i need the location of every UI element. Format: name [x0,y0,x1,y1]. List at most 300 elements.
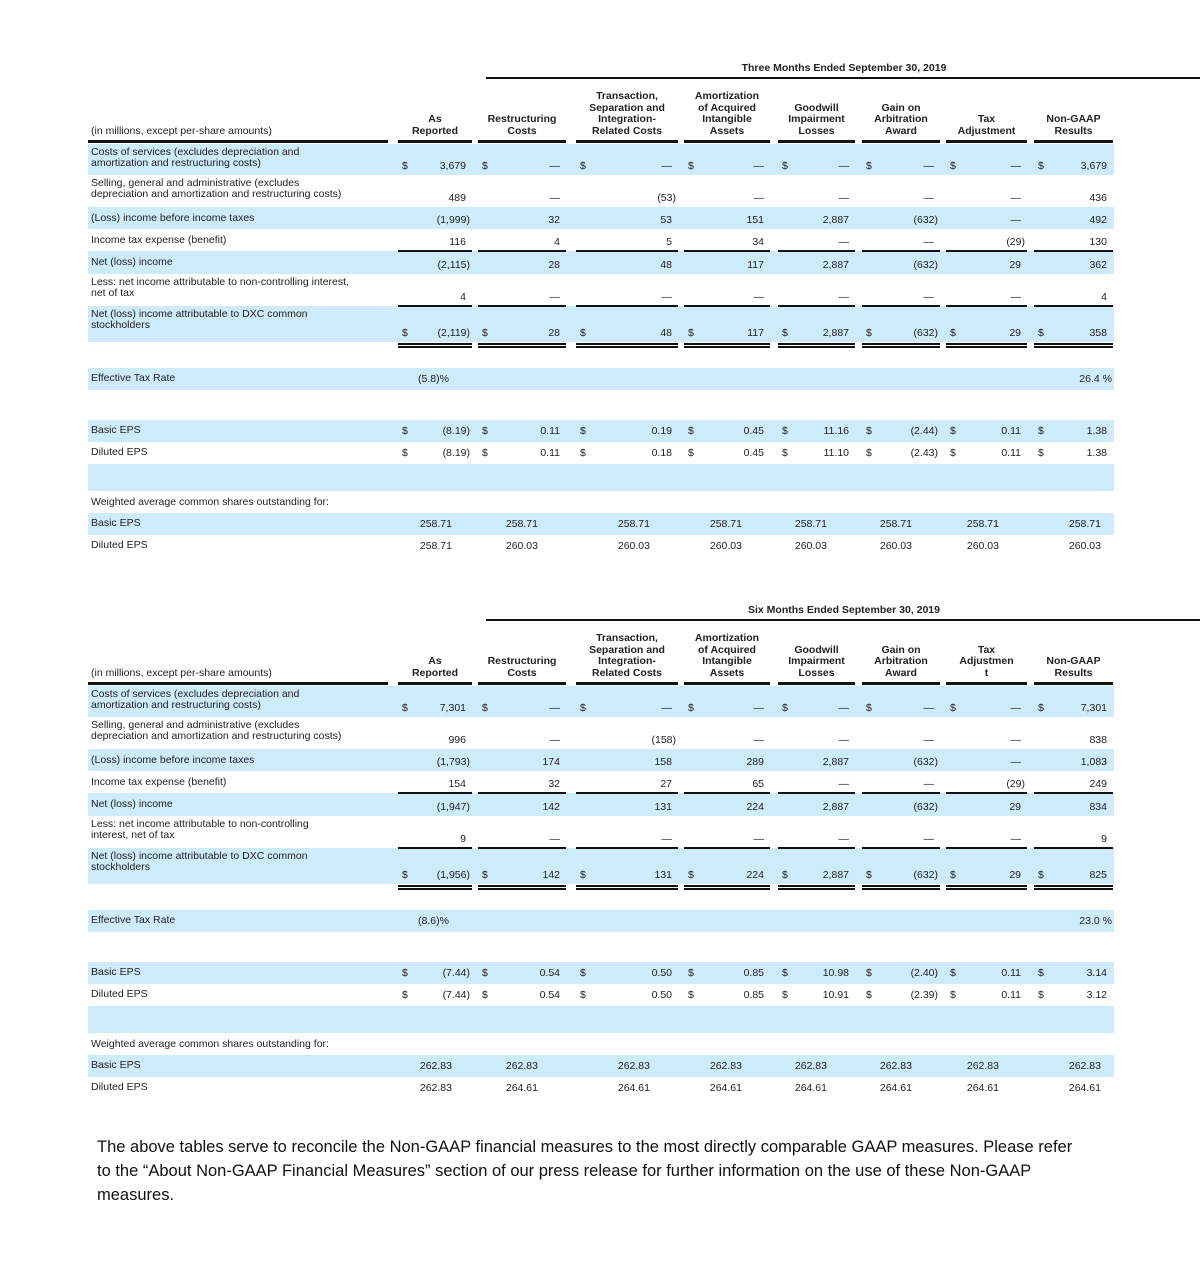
cell-value: 4 [554,236,560,248]
cell-value: (2.43) [910,447,938,459]
table-row [88,749,1114,771]
cell-value: — [838,236,849,248]
period-rule [486,619,1200,621]
cell-value: 262.83 [505,1060,538,1072]
column-header-line: Restructuring [487,113,557,125]
table-row [88,793,1114,816]
table-row [88,717,1114,749]
column-header-line: Non-GAAP [1046,113,1101,125]
cell-value: 154 [448,778,466,790]
header-rule [946,140,1027,143]
column-header [946,114,1027,137]
column-header-line: Assets [709,124,745,137]
row-label [91,309,308,331]
currency-symbol: $ [1038,327,1044,339]
column-header-line: of Acquired [698,643,756,656]
cell-value: 32 [548,214,560,226]
currency-symbol: $ [688,967,694,979]
cell-value: 260.03 [879,540,912,552]
cell-value: (1,793) [436,756,470,768]
currency-symbol: $ [688,160,694,172]
cell-value: — [661,833,672,845]
table-row [88,686,1114,717]
row-label [91,777,226,788]
row-label: Diluted EPS [91,1081,148,1093]
cell-value: 0.85 [743,989,764,1001]
row-label [91,178,341,200]
total-double-rule [1034,885,1113,890]
cell-value: 0.50 [651,989,672,1001]
cell-value: 264.61 [1068,1082,1101,1094]
currency-symbol: $ [950,702,956,714]
cell-value: 262.83 [1068,1060,1101,1072]
header-rule [398,140,472,143]
row-label-line: Costs of services (excludes depreciation and [91,146,300,158]
row-label-line: Costs of services (excludes depreciation and [91,688,300,700]
cell-value: — [661,702,672,714]
row-label-line: depreciation and amortization and restructuring costs) [91,188,342,200]
currency-symbol: $ [482,425,488,437]
currency-symbol: $ [580,869,586,881]
column-header-line: Restructuring [487,655,557,667]
column-header-line: Award [885,666,917,679]
row-label: Effective Tax Rate [91,914,176,926]
row-label: Diluted EPS [91,539,148,551]
cell-value: 825 [1089,869,1107,881]
column-header-line: Arbitration [874,113,928,125]
column-header-line: Impairment [788,655,845,667]
total-double-rule [576,885,678,890]
column-header [478,114,566,137]
cell-value: 1.38 [1086,447,1107,459]
cell-value: — [1010,192,1021,204]
currency-symbol: $ [482,327,488,339]
cell-value: 264.61 [505,1082,538,1094]
row-label-line: Net (loss) income attributable to DXC common [91,850,308,862]
subtotal-rule [576,305,678,307]
cell-value: — [838,291,849,303]
row-label: Diluted EPS [91,988,148,1000]
header-rule [778,682,855,685]
column-header-line: Assets [709,666,745,679]
cell-value: 224 [746,801,764,813]
row-label-line: Net (loss) income attributable to DXC common [91,308,308,320]
subtotal-rule [1034,250,1113,252]
cell-value: 0.11 [1001,447,1021,459]
cell-value: — [549,160,560,172]
header-rule [862,140,940,143]
column-header-line: Tax [977,113,996,125]
cell-value: 0.50 [651,967,672,979]
cell-value: (8.19) [442,425,470,437]
table-row [88,251,1114,274]
row-label: Effective Tax Rate [91,372,176,384]
cell-value: — [661,160,672,172]
currency-symbol: $ [688,447,694,459]
row-label-line: stockholders [91,861,150,873]
total-double-rule [684,343,770,348]
cell-value: 260.03 [794,540,827,552]
column-header [778,645,855,680]
currency-symbol: $ [950,967,956,979]
cell-value: 28 [548,259,560,271]
currency-symbol: $ [950,447,956,459]
cell-value: (8.19) [442,447,470,459]
cell-value: (1,999) [436,214,470,226]
column-header [478,656,566,679]
cell-value: — [838,192,849,204]
cell-value: — [1010,734,1021,746]
subtotal-rule [1034,305,1113,307]
total-double-rule [398,343,472,348]
column-header-line: Non-GAAP [1046,655,1101,667]
cell-value: — [753,833,764,845]
currency-symbol: $ [866,160,872,172]
cell-value: 29 [1009,869,1021,881]
cell-value: 358 [1089,327,1107,339]
column-header-line: Integration- [598,655,656,667]
cell-value: (2.39) [910,989,938,1001]
footnote: The above tables serve to reconcile the Non-GAAP financial measures to the most directly comparable GAAP measures. Please refer to the “About Non-GAAP Financial Measures” section of our press release for further information on the use of these Non-GAAP measures. [97,1138,1073,1204]
table-row [88,306,1114,342]
column-header-line: Gain on [881,101,921,114]
cell-value: 3.14 [1086,967,1107,979]
column-header-line: Goodwill [794,643,839,656]
eps-row [88,984,1114,1006]
total-double-rule [398,885,472,890]
effective-tax-rate-row [88,368,1114,390]
unit-label: (in millions, except per-share amounts) [91,125,272,137]
row-label-line: interest, net of tax [91,829,175,841]
column-header [576,633,678,679]
cell-value: 7,301 [1080,702,1107,714]
cell-value: — [838,160,849,172]
cell-value: 0.45 [743,447,764,459]
cell-value: 0.54 [539,989,560,1001]
row-label [91,720,341,742]
table-row [88,175,1114,207]
subtotal-rule [862,250,940,252]
column-header [946,645,1027,680]
eps-row [88,420,1114,442]
column-headers [88,622,1114,682]
cell-value: — [1010,833,1021,845]
currency-symbol: $ [402,702,408,714]
column-header-line: Tax [977,643,996,656]
total-double-rule [862,885,940,890]
cell-value: 174 [542,756,560,768]
subtotal-rule [862,305,940,307]
column-header-line: Integration- [598,113,656,125]
currency-symbol: $ [580,160,586,172]
header-rule [684,140,770,143]
cell-value: (2.40) [910,967,938,979]
column-header-line: Amortization [694,90,760,102]
cell-value: 0.11 [1001,967,1021,979]
subtotal-rule [684,847,770,849]
cell-value: 48 [660,259,672,271]
subtotal-rule [946,792,1027,794]
subtotal-rule [946,847,1027,849]
shares-heading: Weighted average common shares outstanding for: [91,496,329,508]
row-label [91,147,299,169]
row-label [91,277,349,299]
subtotal-rule [778,250,855,252]
cell-value: 0.11 [1001,989,1021,1001]
currency-symbol: $ [482,160,488,172]
column-header-line: Arbitration [874,655,928,667]
cell-value: 264.61 [709,1082,742,1094]
eps-row [88,442,1114,464]
cell-value: 258.71 [794,518,827,530]
table-row [88,848,1114,884]
column-header-line: Separation and [589,643,665,656]
cell-value: — [838,778,849,790]
row-label [91,689,299,711]
cell-value: 4 [1101,291,1107,303]
row-label [91,799,173,810]
cell-value: 996 [448,734,466,746]
currency-symbol: $ [580,702,586,714]
cell-value: 11.10 [823,447,849,459]
row-label [91,257,173,268]
cell-value: — [923,778,934,790]
header-rule [1034,140,1113,143]
currency-symbol: $ [688,869,694,881]
column-header [862,645,940,680]
currency-symbol: $ [482,989,488,1001]
currency-symbol: $ [402,327,408,339]
row-label-line: depreciation and amortization and restructuring costs) [91,730,342,742]
currency-symbol: $ [950,327,956,339]
cell-value: (2,119) [437,327,470,339]
header-rule [478,682,566,685]
total-double-rule [478,885,566,890]
currency-symbol: $ [782,327,788,339]
cell-value: 0.85 [743,967,764,979]
cell-value: 838 [1089,734,1107,746]
subtotal-rule [778,847,855,849]
cell-value: (632) [913,214,938,226]
cell-value: 27 [660,778,672,790]
cell-value: 2,887 [822,801,849,813]
currency-symbol: $ [782,869,788,881]
shares-heading-row [88,491,1114,513]
subtotal-rule [576,792,678,794]
currency-symbol: $ [482,702,488,714]
cell-value: 264.61 [966,1082,999,1094]
currency-symbol: $ [402,447,408,459]
row-label: Basic EPS [91,1059,141,1071]
currency-symbol: $ [580,425,586,437]
cell-value: — [923,236,934,248]
cell-value: 264.61 [879,1082,912,1094]
row-label-line: Less: net income attributable to non-controlling [91,818,309,830]
column-header-line: Results [1054,124,1093,137]
subtotal-rule [576,847,678,849]
subtotal-rule [398,847,472,849]
currency-symbol: $ [782,989,788,1001]
cell-value: — [753,192,764,204]
column-header-line: Gain on [881,643,921,656]
cell-value: 224 [746,869,764,881]
currency-symbol: $ [950,869,956,881]
cell-value: — [838,833,849,845]
cell-value: — [1010,756,1021,768]
effective-tax-rate-row [88,910,1114,932]
cell-value: (158) [651,734,676,746]
row-label-line: Selling, general and administrative (excludes [91,719,300,731]
subtotal-rule [778,305,855,307]
currency-symbol: $ [402,869,408,881]
currency-symbol: $ [482,447,488,459]
cell-value: 262.83 [709,1060,742,1072]
subtotal-rule [576,250,678,252]
cell-value: 116 [449,236,466,248]
column-header [778,103,855,138]
header-rule [778,140,855,143]
unit-label: (in millions, except per-share amounts) [91,667,272,679]
cell-value: 0.45 [743,425,764,437]
cell-value: 262.83 [419,1082,452,1094]
cell-value: (1,947) [436,801,470,813]
cell-value: (1,956) [436,869,470,881]
row-label [91,755,254,766]
subtotal-rule [778,792,855,794]
row-label-line: Income tax expense (benefit) [91,233,227,246]
table-row [88,816,1114,848]
subtotal-rule [478,305,566,307]
currency-symbol: $ [782,967,788,979]
cell-value: 65 [752,778,764,790]
currency-symbol: $ [402,967,408,979]
subtotal-rule [398,792,472,794]
row-label [91,213,254,224]
cell-value: (632) [913,327,938,339]
effective-tax-rate-non-gaap: 26.4 % [1079,373,1112,385]
currency-symbol: $ [580,327,586,339]
effective-tax-rate-as-reported: (8.6)% [418,915,449,927]
currency-symbol: $ [950,989,956,1001]
currency-symbol: $ [688,327,694,339]
cell-value: — [549,192,560,204]
column-header-line: As [428,113,442,125]
cell-value: 2,887 [822,869,849,881]
cell-value: 117 [747,259,764,271]
cell-value: 1,083 [1080,756,1107,768]
subtotal-rule [398,305,472,307]
column-header-line: Amortization [694,632,760,644]
currency-symbol: $ [950,425,956,437]
column-header-line: Separation and [589,101,665,114]
row-label-line: Income tax expense (benefit) [91,775,227,788]
column-header-line: Reported [411,666,459,679]
cell-value: 3,679 [1080,160,1107,172]
subtotal-rule [1034,792,1113,794]
cell-value: 53 [660,214,672,226]
table-row [88,274,1114,306]
currency-symbol: $ [482,967,488,979]
cell-value: 258.71 [419,518,452,530]
total-double-rule [778,885,855,890]
shares-row [88,513,1114,535]
shares-row [88,1055,1114,1077]
header-rule [684,682,770,685]
row-label: Basic EPS [91,966,141,978]
currency-symbol: $ [688,702,694,714]
cell-value: 258.71 [419,540,452,552]
column-header [684,633,770,679]
subtotal-rule [684,792,770,794]
cell-value: 258.71 [879,518,912,530]
column-header [576,91,678,137]
subtotal-rule [684,250,770,252]
cell-value: 142 [542,869,560,881]
currency-symbol: $ [1038,160,1044,172]
cell-value: — [838,734,849,746]
cell-value: — [1010,214,1021,226]
total-double-rule [1034,343,1113,348]
row-label-line: Less: net income attributable to non-controlling interest, [91,276,349,288]
subtotal-rule [946,250,1027,252]
row-label [91,235,226,246]
cell-value: 0.19 [651,425,672,437]
cell-value: — [753,734,764,746]
cell-value: 834 [1089,801,1107,813]
subtotal-rule [684,305,770,307]
currency-symbol: $ [782,160,788,172]
cell-value: 289 [746,756,764,768]
row-label-line: amortization and restructuring costs) [91,157,261,169]
cell-value: 262.83 [879,1060,912,1072]
cell-value: — [753,702,764,714]
column-header [398,114,472,137]
cell-value: — [549,833,560,845]
total-double-rule [862,343,940,348]
header-rule [478,140,566,143]
cell-value: 4 [460,291,466,303]
total-double-rule [946,885,1027,890]
shares-heading-row [88,1033,1114,1055]
total-double-rule [576,343,678,348]
cell-value: (7.44) [442,989,470,1001]
column-header-line: Losses [798,666,835,679]
cell-value: (53) [657,192,676,204]
cell-value: (632) [913,756,938,768]
cell-value: 3.12 [1086,989,1107,1001]
cell-value: — [923,833,934,845]
cell-value: 258.71 [709,518,742,530]
row-label-line: Net (loss) income [91,798,173,810]
cell-value: 258.71 [1068,518,1101,530]
cell-value: — [549,734,560,746]
header-rule [576,682,678,685]
total-double-rule [684,885,770,890]
cell-value: 2,887 [822,214,849,226]
cell-value: 258.71 [505,518,538,530]
cell-value: 2,887 [822,259,849,271]
cell-value: 48 [660,327,672,339]
currency-symbol: $ [580,967,586,979]
row-label-line: Net (loss) income [91,256,173,268]
column-header-line: Intangible [702,113,752,125]
currency-symbol: $ [782,447,788,459]
currency-symbol: $ [1038,425,1044,437]
cell-value: (7.44) [442,967,470,979]
column-header-line: As [428,655,442,667]
column-headers [88,80,1114,140]
cell-value: 130 [1089,236,1107,248]
